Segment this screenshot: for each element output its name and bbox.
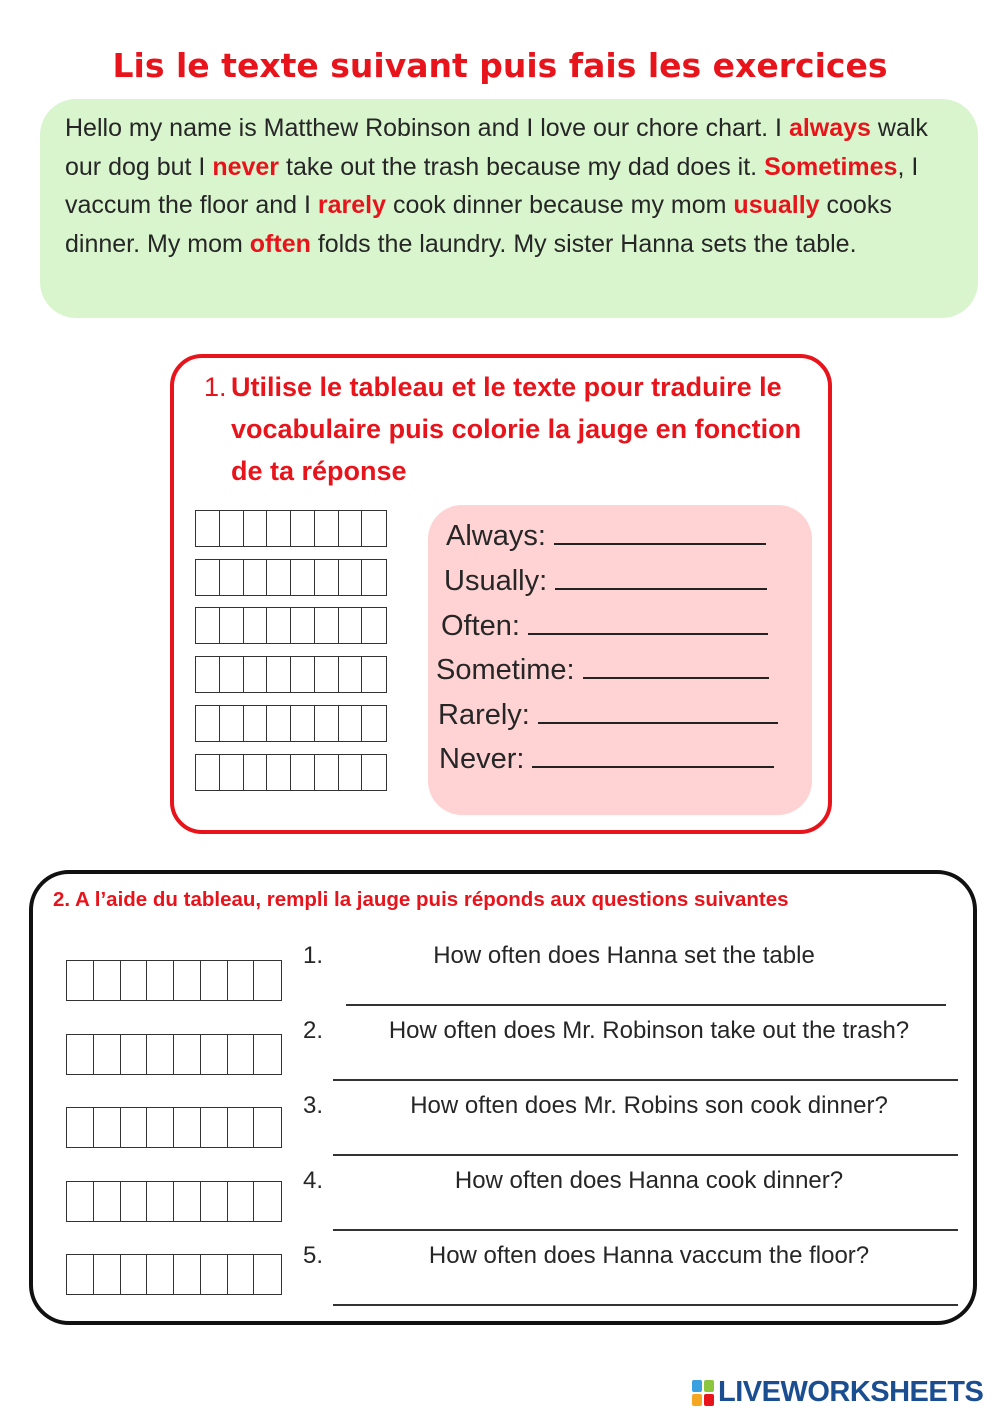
gauge-6[interactable] [195, 754, 387, 791]
gauge-4[interactable] [195, 656, 387, 693]
gauge-cell[interactable] [220, 706, 244, 741]
gauge-cell[interactable] [339, 706, 363, 741]
gauge-cell[interactable] [121, 1182, 148, 1221]
gauge-cell[interactable] [291, 706, 315, 741]
vocab-row [444, 564, 767, 598]
gauge-cell[interactable] [201, 961, 228, 1000]
vocab-label: Never: [439, 743, 525, 775]
gauge-cell[interactable] [196, 657, 220, 692]
question-1-gauge[interactable] [66, 960, 282, 1001]
story-keyword: never [212, 152, 280, 181]
question-2-gauge[interactable] [66, 1034, 282, 1075]
vocab-row [446, 519, 766, 553]
gauge-cell[interactable] [220, 560, 244, 595]
vocab-label: Sometime: [436, 654, 575, 686]
gauge-cell[interactable] [362, 706, 386, 741]
gauge-cell[interactable] [244, 706, 268, 741]
question-4-gauge[interactable] [66, 1181, 282, 1222]
gauge-cell[interactable] [267, 755, 291, 790]
vocab-row [438, 698, 778, 732]
story-keyword: Sometimes [764, 152, 898, 181]
gauge-cell[interactable] [244, 511, 268, 546]
gauge-cell[interactable] [362, 657, 386, 692]
gauge-cell[interactable] [315, 608, 339, 643]
gauge-1[interactable] [195, 510, 387, 547]
story-text: take out the trash because my dad does it. [279, 152, 765, 181]
gauge-cell[interactable] [220, 657, 244, 692]
gauge-cell[interactable] [267, 511, 291, 546]
gauge-cell[interactable] [267, 706, 291, 741]
story-text: walk our dog but I [65, 114, 928, 181]
page-title: Lis le texte suivant puis fais les exercices [112, 46, 888, 85]
translation-answer-field[interactable] [583, 653, 769, 679]
exercise-1-number: 1. [204, 372, 227, 402]
gauge-cell[interactable] [244, 560, 268, 595]
gauge-cell[interactable] [94, 1182, 121, 1221]
question-number: 3. [303, 1092, 324, 1119]
gauge-cell[interactable] [147, 1182, 174, 1221]
gauge-5[interactable] [195, 705, 387, 742]
story-text: cook dinner because my mom [386, 191, 734, 219]
story-text: folds the laundry. My sister Hanna sets the table. [310, 229, 857, 258]
gauge-cell[interactable] [196, 608, 220, 643]
gauge-cell[interactable] [244, 608, 268, 643]
gauge-cell[interactable] [254, 1035, 281, 1074]
vocab-row [441, 609, 768, 643]
gauge-cell[interactable] [67, 1108, 94, 1147]
gauge-cell[interactable] [174, 1255, 201, 1294]
gauge-cell[interactable] [174, 1182, 201, 1221]
exercise-2-box [29, 870, 977, 1325]
gauge-cell[interactable] [315, 657, 339, 692]
gauge-cell[interactable] [174, 961, 201, 1000]
translation-answer-field[interactable] [532, 742, 774, 768]
question-3-gauge[interactable] [66, 1107, 282, 1148]
vocab-row [436, 653, 769, 687]
gauge-cell[interactable] [254, 1108, 281, 1147]
vocab-panel [428, 505, 812, 815]
liveworksheets-logo-text: LIVEWORKSHEETS [718, 1376, 984, 1408]
question-text: How often does Hanna cook dinner? [454, 1167, 844, 1194]
gauge-cell[interactable] [315, 511, 339, 546]
vocab-label: Rarely: [438, 699, 530, 731]
gauge-cell[interactable] [291, 511, 315, 546]
gauge-cell[interactable] [254, 961, 281, 1000]
gauge-cell[interactable] [196, 511, 220, 546]
gauge-cell[interactable] [94, 1108, 121, 1147]
question-text: How often does Hanna vaccum the floor? [428, 1242, 870, 1269]
question-answer-field[interactable] [333, 1079, 958, 1081]
gauge-cell[interactable] [291, 608, 315, 643]
logo-square [692, 1394, 702, 1406]
gauge-cell[interactable] [267, 608, 291, 643]
gauge-cell[interactable] [94, 1255, 121, 1294]
gauge-cell[interactable] [121, 1255, 148, 1294]
gauge-cell[interactable] [228, 1035, 255, 1074]
translation-answer-field[interactable] [555, 564, 767, 590]
gauge-cell[interactable] [196, 560, 220, 595]
gauge-cell[interactable] [362, 755, 386, 790]
question-number: 2. [303, 1017, 324, 1044]
gauge-2[interactable] [195, 559, 387, 596]
gauge-cell[interactable] [147, 961, 174, 1000]
gauge-cell[interactable] [291, 560, 315, 595]
exercise-2-instruction: 2. A l’aide du tableau, rempli la jauge puis réponds aux questions suivantes [53, 888, 789, 911]
gauge-cell[interactable] [315, 706, 339, 741]
gauge-cell[interactable] [228, 1255, 255, 1294]
gauge-cell[interactable] [315, 560, 339, 595]
vocab-label: Often: [441, 610, 520, 642]
story-text: cooks dinner. My mom [65, 191, 892, 258]
gauge-cell[interactable] [254, 1255, 281, 1294]
gauge-cell[interactable] [67, 961, 94, 1000]
gauge-cell[interactable] [121, 1035, 148, 1074]
gauge-cell[interactable] [228, 1108, 255, 1147]
translation-answer-field[interactable] [554, 519, 766, 545]
question-number: 4. [303, 1167, 324, 1194]
logo-square [692, 1380, 702, 1392]
story-text: , I vaccum the floor and I [65, 152, 919, 219]
question-answer-field[interactable] [333, 1304, 958, 1306]
question-number: 1. [303, 942, 324, 969]
question-answer-field[interactable] [333, 1229, 958, 1231]
gauge-cell[interactable] [174, 1035, 201, 1074]
gauge-cell[interactable] [121, 1108, 148, 1147]
gauge-cell[interactable] [267, 657, 291, 692]
gauge-cell[interactable] [67, 1035, 94, 1074]
gauge-cell[interactable] [201, 1182, 228, 1221]
gauge-cell[interactable] [291, 657, 315, 692]
gauge-cell[interactable] [147, 1108, 174, 1147]
liveworksheets-logo [692, 1376, 983, 1409]
gauge-cell[interactable] [220, 755, 244, 790]
gauge-cell[interactable] [339, 657, 363, 692]
gauge-cell[interactable] [315, 755, 339, 790]
story-keyword: often [249, 229, 311, 258]
gauge-cell[interactable] [228, 1182, 255, 1221]
gauge-cell[interactable] [244, 657, 268, 692]
gauge-cell[interactable] [201, 1108, 228, 1147]
question-5-gauge[interactable] [66, 1254, 282, 1295]
logo-square [704, 1394, 714, 1406]
gauge-cell[interactable] [220, 608, 244, 643]
exercise-1-box [170, 354, 832, 834]
gauge-cell[interactable] [174, 1108, 201, 1147]
gauge-cell[interactable] [244, 755, 268, 790]
translation-answer-field[interactable] [538, 698, 778, 724]
story-keyword: always [788, 114, 871, 142]
gauge-cell[interactable] [196, 755, 220, 790]
logo-square [704, 1380, 714, 1392]
exercise-1-instruction [204, 366, 804, 492]
liveworksheets-logo-icon [692, 1380, 714, 1406]
exercise-1-instruction-text: Utilise le tableau et le texte pour traduire le vocabulaire puis colorie la jauge en fonction de ta réponse [231, 372, 802, 486]
question-text: How often does Mr. Robinson take out the trash? [388, 1017, 910, 1044]
gauge-cell[interactable] [362, 560, 386, 595]
question-number: 5. [303, 1242, 324, 1269]
gauge-cell[interactable] [67, 1255, 94, 1294]
gauge-cell[interactable] [339, 755, 363, 790]
gauge-cell[interactable] [220, 511, 244, 546]
gauge-3[interactable] [195, 607, 387, 644]
gauge-cell[interactable] [201, 1255, 228, 1294]
story-keyword: usually [733, 191, 820, 219]
gauge-cell[interactable] [196, 706, 220, 741]
gauge-cell[interactable] [267, 560, 291, 595]
gauge-cell[interactable] [339, 560, 363, 595]
gauge-cell[interactable] [339, 608, 363, 643]
gauge-cell[interactable] [339, 511, 363, 546]
story-text-panel [40, 99, 978, 318]
gauge-cell[interactable] [362, 511, 386, 546]
gauge-cell[interactable] [94, 1035, 121, 1074]
gauge-cell[interactable] [147, 1255, 174, 1294]
story-keyword: rarely [317, 191, 387, 219]
gauge-cell[interactable] [254, 1182, 281, 1221]
question-answer-field[interactable] [333, 1154, 958, 1156]
gauge-cell[interactable] [228, 961, 255, 1000]
question-text: How often does Mr. Robins son cook dinner? [410, 1092, 888, 1119]
gauge-cell[interactable] [201, 1035, 228, 1074]
gauge-cell[interactable] [94, 961, 121, 1000]
vocab-label: Usually: [444, 565, 548, 597]
gauge-cell[interactable] [121, 961, 148, 1000]
story-text: Hello my name is Matthew Robinson and I love our chore chart. I [65, 114, 789, 142]
gauge-cell[interactable] [362, 608, 386, 643]
gauge-cell[interactable] [147, 1035, 174, 1074]
vocab-label: Always: [446, 520, 546, 552]
translation-answer-field[interactable] [528, 609, 768, 635]
gauge-cell[interactable] [291, 755, 315, 790]
gauge-cell[interactable] [67, 1182, 94, 1221]
vocab-row [439, 742, 774, 776]
question-answer-field[interactable] [346, 1004, 946, 1006]
question-text: How often does Hanna set the table [433, 942, 815, 969]
